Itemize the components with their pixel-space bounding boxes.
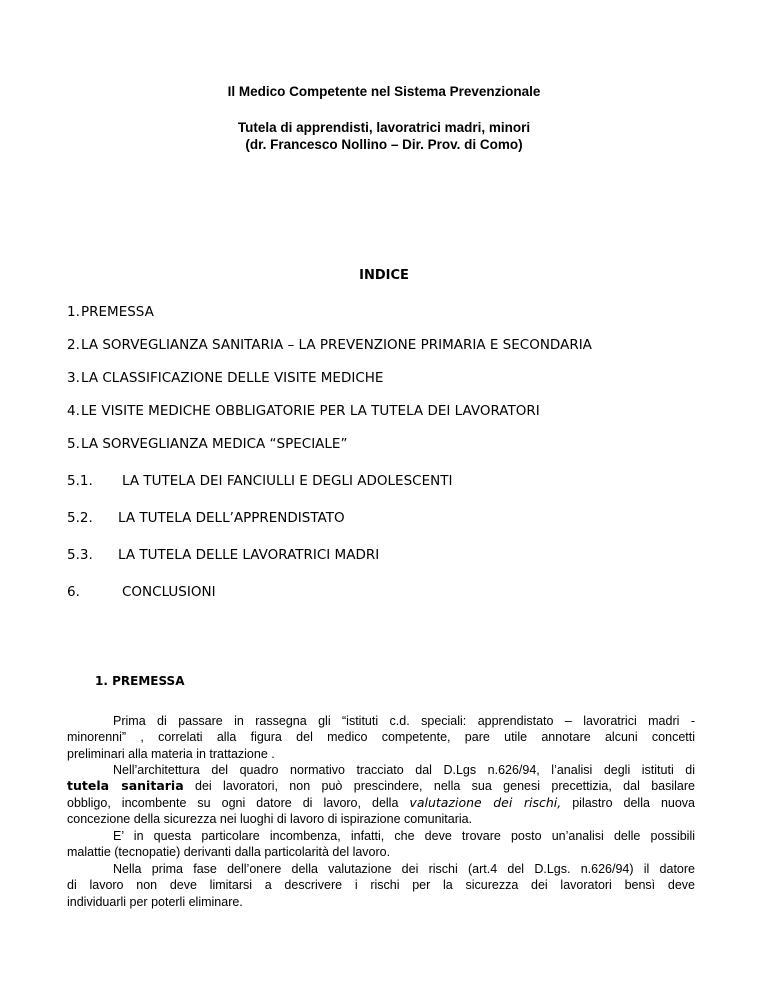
document-author: (dr. Francesco Nollino – Dir. Prov. di Como) — [245, 137, 523, 152]
toc-number: 5.3. — [67, 547, 93, 563]
toc-label: LA TUTELA DELLE LAVORATRICI MADRI — [118, 547, 380, 563]
paragraph-text: obbligo, incombente su ogni datore di lavoro, della — [67, 795, 410, 810]
toc-item — [67, 547, 380, 563]
toc-number: 3. — [67, 370, 80, 386]
toc-label: LA SORVEGLIANZA MEDICA “SPECIALE” — [81, 436, 348, 452]
paragraph — [67, 861, 695, 910]
toc-number: 5.1. — [67, 473, 93, 489]
toc-item — [67, 370, 384, 386]
toc-number: 4. — [67, 403, 80, 419]
paragraph-line: individuarli per poterli eliminare. — [67, 894, 243, 909]
toc-item — [67, 337, 592, 353]
toc-label: LE VISITE MEDICHE OBBLIGATORIE PER LA TUTELA DEI LAVORATORI — [81, 403, 540, 419]
document-subtitle: Tutela di apprendisti, lavoratrici madri, minori — [237, 120, 531, 135]
paragraph-text: pilastro della nuova — [561, 795, 696, 810]
toc-label: LA TUTELA DELL’APPRENDISTATO — [118, 510, 345, 526]
paragraph-text: dei lavoratori, non può prescindere, nella sua genesi precettizia, dal basilare — [183, 779, 695, 794]
toc-number: 6. — [67, 584, 80, 600]
toc-label: LA CLASSIFICAZIONE DELLE VISITE MEDICHE — [81, 370, 384, 386]
toc-number: 2. — [67, 337, 80, 353]
toc-label: PREMESSA — [81, 304, 154, 320]
index-heading: INDICE — [359, 268, 409, 283]
toc-item — [67, 584, 216, 600]
emphasis-bold: tutela sanitaria — [67, 778, 184, 794]
toc-item — [67, 436, 348, 452]
toc-item — [67, 473, 453, 489]
document-title: Il Medico Competente nel Sistema Prevenzionale — [227, 84, 541, 99]
paragraph-line — [67, 778, 695, 794]
paragraph-line: concezione della sicurezza nei luoghi di lavoro di ispirazione comunitaria. — [67, 812, 473, 827]
section-heading: 1. PREMESSA — [95, 674, 185, 688]
toc-item — [67, 304, 154, 320]
paragraph-line: Prima di passare in rassegna gli “istituti c.d. speciali: apprendistato – lavoratrici madri - — [113, 714, 695, 728]
paragraph-line: malattie (tecnopatie) derivanti dalla particolarità del lavoro. — [67, 845, 391, 860]
toc-label: CONCLUSIONI — [122, 584, 216, 600]
paragraph-line: E’ in questa particolare incombenza, infatti, che deve trovare posto un’analisi delle possibili — [113, 829, 695, 843]
toc-label: LA SORVEGLIANZA SANITARIA – LA PREVENZIONE PRIMARIA E SECONDARIA — [81, 337, 592, 353]
paragraph — [67, 828, 695, 861]
emphasis-italic: valutazione dei rischi, — [409, 794, 562, 810]
toc-item — [67, 403, 540, 419]
paragraph-line: di lavoro non deve limitarsi a descrivere i rischi per la sicurezza dei lavoratori bensì deve — [67, 878, 695, 893]
paragraph-line — [67, 795, 695, 811]
paragraph-line: minorenni” , correlati alla figura del medico competente, pare utile annotare alcuni concetti — [67, 730, 695, 745]
toc-item — [67, 510, 345, 526]
toc-number: 5.2. — [67, 510, 93, 526]
paragraph-line: Nella prima fase dell’onere della valutazione dei rischi (art.4 del D.Lgs. n.626/94) il datore — [113, 862, 695, 876]
toc-label: LA TUTELA DEI FANCIULLI E DEGLI ADOLESCENTI — [122, 473, 453, 489]
toc-number: 5. — [67, 436, 80, 452]
paragraph — [67, 762, 695, 828]
paragraph-line: preliminari alla materia in trattazione . — [67, 746, 275, 761]
paragraph-line: Nell’architettura del quadro normativo tracciato dal D.Lgs n.626/94, l’analisi degli istituti di — [113, 763, 695, 777]
paragraph — [67, 713, 695, 762]
toc-number: 1. — [67, 304, 80, 320]
